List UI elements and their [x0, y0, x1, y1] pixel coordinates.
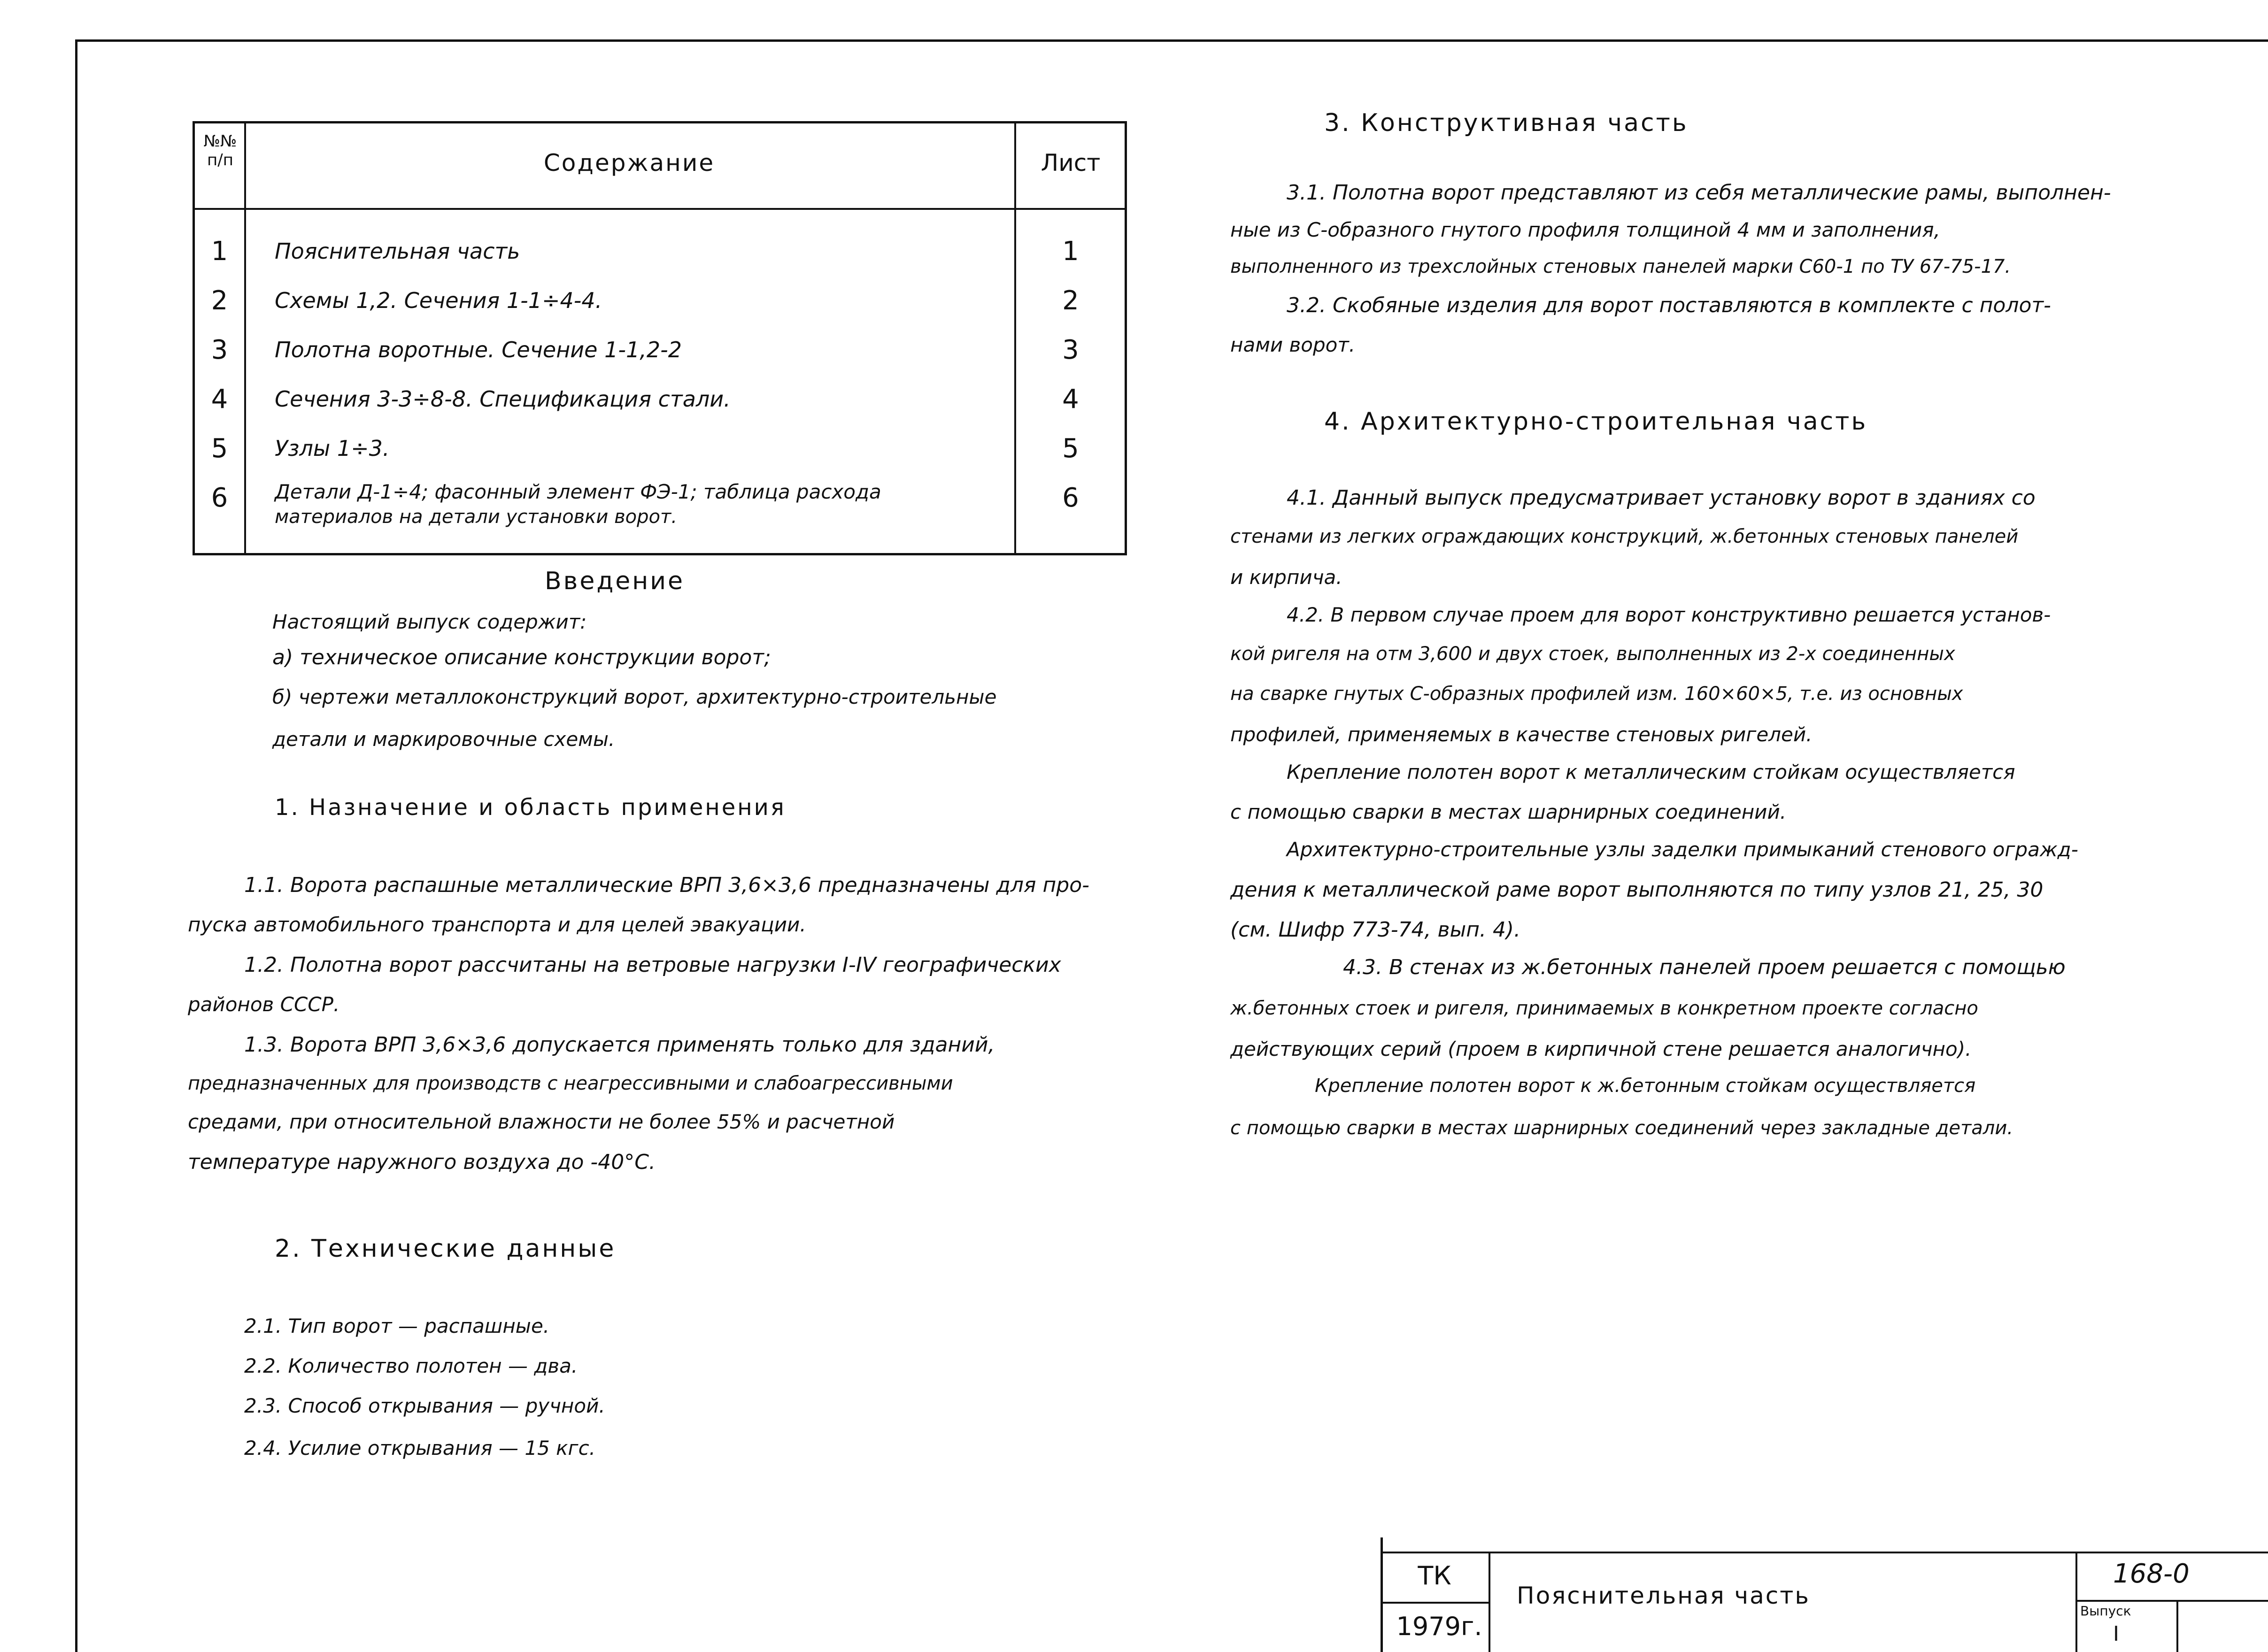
year: 1979г.	[1396, 1612, 1482, 1641]
title-block-border	[1381, 1552, 2268, 1553]
title-block-border	[2176, 1600, 2178, 1652]
section4-heading: 4. Архитектурно-строительная часть	[1324, 407, 1868, 436]
section3-line: нами ворот.	[1230, 333, 1356, 356]
row-number: 5	[211, 433, 228, 464]
intro-line: Настоящий выпуск содержит:	[272, 610, 587, 633]
section3-heading: 3. Конструктивная часть	[1324, 109, 1689, 137]
section1-line: средами, при относительной влажности не более 55% и расчетной	[188, 1110, 895, 1133]
section3-line: выполненного из трехслойных стеновых панелей марки С60-1 по ТУ 67-75-17.	[1230, 256, 2011, 277]
section2-line: 2.3. Способ открывания — ручной.	[244, 1394, 605, 1417]
section4-line: действующих серий (проем в кирпичной стене решается аналогично).	[1230, 1037, 1972, 1060]
section4-line: профилей, применяемых в качестве стеновых ригелей.	[1230, 723, 1813, 746]
section4-line: дения к металлической раме ворот выполняются по типу узлов 21, 25, 30	[1230, 878, 2044, 902]
section2-line: 2.1. Тип ворот — распашные.	[244, 1314, 550, 1337]
section4-line: 4.2. В первом случае проем для ворот конструктивно решается установ-	[1287, 603, 2051, 626]
section1-line: предназначенных для производств с неагрессивными и слабоагрессивными	[188, 1073, 953, 1094]
section1-line: 1.1. Ворота распашные металлические ВРП 3,6×3,6 предназначены для про-	[244, 873, 1090, 897]
section1-line: 1.2. Полотна ворот рассчитаны на ветровые нагрузки I-IV географических	[244, 953, 1061, 977]
document-code: 168-0	[2113, 1559, 2190, 1589]
row-title: Узлы 1÷3.	[275, 436, 390, 461]
title-block	[1381, 1537, 2268, 1652]
section2-heading: 2. Технические данные	[275, 1235, 616, 1263]
row-sheet: 3	[1062, 335, 1079, 365]
section4-line: Крепление полотен ворот к металлическим стойкам осуществляется	[1287, 761, 2015, 784]
header-sheet: Лист	[1041, 149, 1101, 177]
issue-value: I	[2113, 1622, 2119, 1646]
row-title: Полотна воротные. Сечение 1-1,2-2	[275, 337, 682, 362]
section4-line: Крепление полотен ворот к ж.бетонным стойкам осуществляется	[1315, 1075, 1976, 1097]
frame-top-line	[75, 39, 2268, 42]
section4-line: ж.бетонных стоек и ригеля, принимаемых в конкретном проекте согласно	[1230, 998, 1978, 1019]
row-sheet: 5	[1062, 433, 1079, 464]
section4-line: Архитектурно-строительные узлы заделки примыканий стенового огражд-	[1287, 838, 2078, 861]
row-number: 4	[211, 384, 228, 415]
row-number: 1	[211, 236, 228, 267]
section3-line: 3.1. Полотна ворот представляют из себя металлические рамы, выполнен-	[1287, 181, 2111, 205]
section3-line: ные из С-образного гнутого профиля толщиной 4 мм и заполнения,	[1230, 218, 1940, 241]
section2-line: 2.2. Количество полотен — два.	[244, 1354, 578, 1377]
row-title: Детали Д-1÷4; фасонный элемент ФЭ-1; таблица расхода	[275, 480, 881, 503]
section1-line: районов СССР.	[188, 993, 340, 1016]
section1-line: 1.3. Ворота ВРП 3,6×3,6 допускается применять только для зданий,	[244, 1033, 995, 1057]
title-block-border	[1381, 1602, 1489, 1604]
sheet-title: Пояснительная часть	[1517, 1582, 1810, 1609]
row-sheet: 1	[1062, 236, 1079, 267]
section4-line: (см. Шифр 773-74, вып. 4).	[1230, 918, 1521, 942]
section4-line: на сварке гнутых С-образных профилей изм. 160×60×5, т.е. из основных	[1230, 683, 1963, 705]
row-number: 3	[211, 335, 228, 365]
header-num: №№ п/п	[203, 132, 237, 169]
row-sheet: 6	[1062, 483, 1079, 513]
intro-line: а) техническое описание конструкции ворот;	[272, 645, 771, 669]
contents-table	[193, 121, 1127, 555]
frame-left-line	[75, 39, 77, 1652]
row-title: Пояснительная часть	[275, 238, 520, 264]
section2-line: 2.4. Усилие открывания — 15 кгс.	[244, 1437, 596, 1460]
title-block-border	[2075, 1552, 2077, 1652]
title-block-border	[1489, 1552, 1490, 1652]
section4-line: кой ригеля на отм 3,600 и двух стоек, выполненных из 2-х соединенных	[1230, 643, 1955, 665]
row-sheet: 2	[1062, 285, 1079, 316]
section1-heading: 1. Назначение и область применения	[275, 794, 786, 821]
org-code: ТК	[1418, 1561, 1451, 1591]
row-sheet: 4	[1062, 384, 1079, 415]
table-divider	[244, 123, 246, 553]
title-block-border	[1381, 1537, 1383, 1652]
header-content: Содержание	[543, 149, 715, 177]
intro-heading: Введение	[545, 567, 685, 595]
section4-line: с помощью сварки в местах шарнирных соединений через закладные детали.	[1230, 1117, 2013, 1139]
intro-line: детали и маркировочные схемы.	[272, 728, 615, 751]
issue-label: Выпуск	[2080, 1603, 2131, 1619]
title-block-border	[2075, 1600, 2268, 1602]
section4-line: 4.3. В стенах из ж.бетонных панелей проем решается с помощью	[1343, 955, 2066, 979]
section3-line: 3.2. Скобяные изделия для ворот поставляются в комплекте с полот-	[1287, 293, 2051, 317]
row-title: Сечения 3-3÷8-8. Спецификация стали.	[275, 386, 731, 412]
section1-line: пуска автомобильного транспорта и для целей эвакуации.	[188, 913, 806, 936]
section4-line: стенами из легких ограждающих конструкций, ж.бетонных стеновых панелей	[1230, 526, 2019, 547]
section4-line: с помощью сварки в местах шарнирных соединений.	[1230, 800, 1787, 823]
row-title-continued: материалов на детали установки ворот.	[275, 506, 678, 528]
row-title: Схемы 1,2. Сечения 1-1÷4-4.	[275, 288, 602, 313]
section4-line: и кирпича.	[1230, 566, 1342, 589]
section1-line: температуре наружного воздуха до -40°С.	[188, 1150, 656, 1174]
row-number: 2	[211, 285, 228, 316]
table-divider	[195, 208, 1125, 210]
row-number: 6	[211, 483, 228, 513]
intro-line: б) чертежи металлоконструкций ворот, архитектурно-строительные	[272, 685, 997, 708]
section4-line: 4.1. Данный выпуск предусматривает установку ворот в зданиях со	[1287, 486, 2036, 510]
